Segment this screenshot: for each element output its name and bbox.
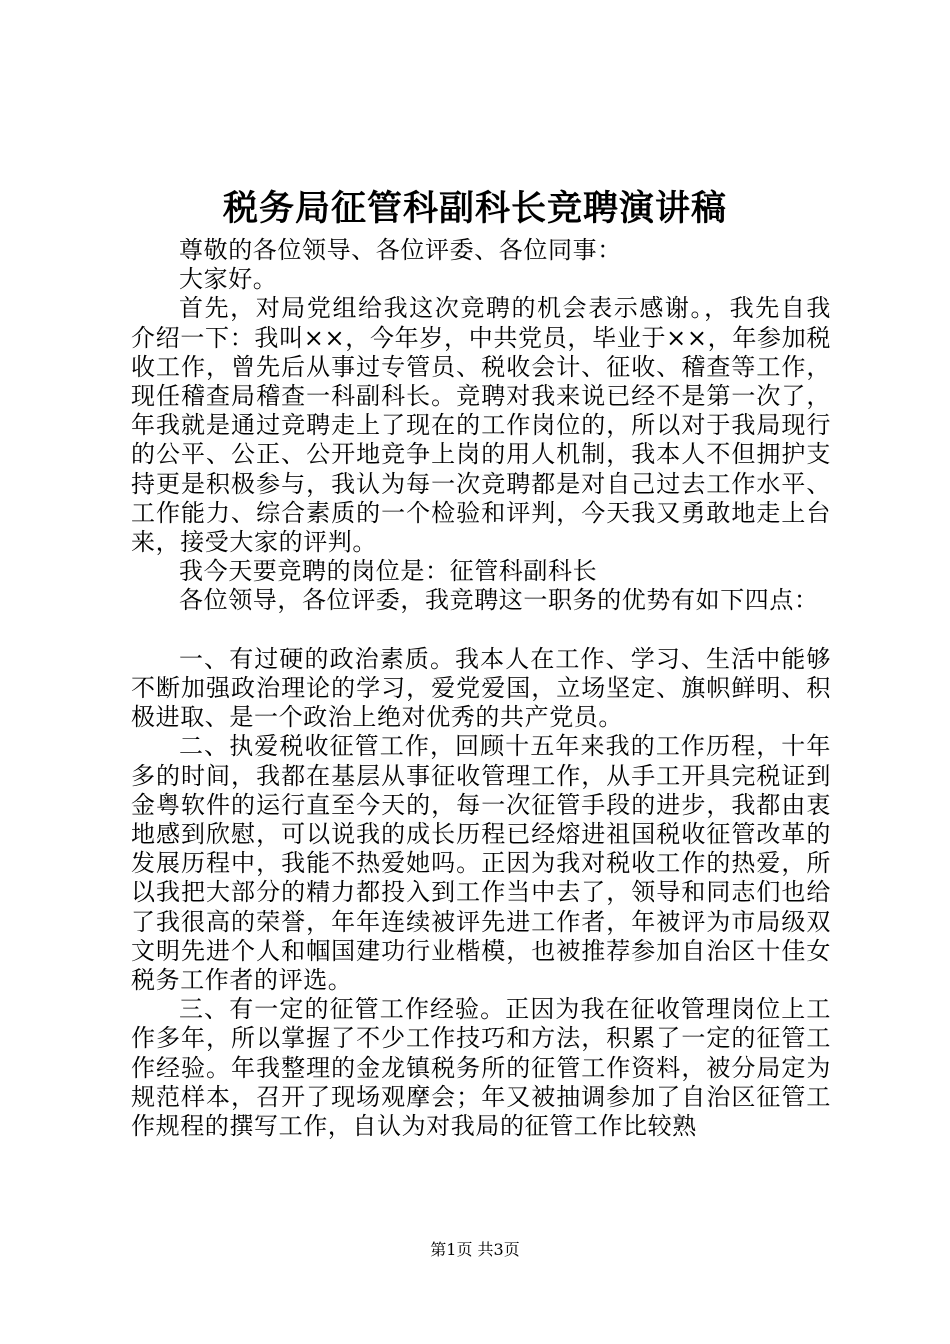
document-body	[131, 236, 831, 1141]
position-paragraph: 我今天要竞聘的岗位是：征管科副科长	[179, 557, 598, 586]
salutation-paragraph: 尊敬的各位领导、各位评委、各位同事：	[179, 236, 622, 264]
advantage-three-paragraph: 三、有一定的征管工作经验。正因为我在征收管理岗位上工作多年，所以掌握了不少工作技巧和方法，积累了一定的征管工作经验。年我整理的金龙镇税务所的征管工作资料，被分局定为规范样本，召开了现场观摩会；年又被抽调参加了自治区征管工作规程的撰写工作，自认为对我局的征管工作比较熟	[131, 995, 831, 1141]
advantage-two-paragraph: 二、执爱税收征管工作，回顾十五年来我的工作历程，十年多的时间，我都在基层从事征收管理工作，从手工开具完税证到金粤软件的运行直至今天的，每一次征管手段的进步，我都由衷地感到欣慰，可以说我的成长历程已经熔进祖国税收征管改革的发展历程中，我能不热爱她吗。正因为我对税收工作的热爱，所以我把大部分的精力都投入到工作当中去了，领导和同志们也给了我很高的荣誉，年年连续被评先进工作者，年被评为市局级双文明先进个人和帼国建功行业楷模，也被推荐参加自治区十佳女税务工作者的评选。	[131, 732, 831, 995]
advantages-intro-paragraph: 各位领导，各位评委，我竞聘这一职务的优势有如下四点：	[179, 586, 819, 615]
page-number: 第1页 共3页	[430, 1240, 520, 1259]
introduction-paragraph: 首先，对局党组给我这次竞聘的机会表示感谢。，我先自我介绍一下：我叫××，今年岁，中共党员，毕业于××，年参加税收工作，曾先后从事过专管员、税收会计、征收、稽查等工作，现任稽查局稽查一科副科长。竞聘对我来说已经不是第一次了，年我就是通过竞聘走上了现在的工作岗位的，所以对于我局现行的公平、公正、公开地竞争上岗的用人机制，我本人不但拥护支持更是积极参与，我认为每一次竞聘都是对自己过去工作水平、工作能力、综合素质的一个检验和评判，今天我又勇敢地走上台来，接受大家的评判。	[131, 294, 831, 557]
greeting-paragraph: 大家好。	[179, 265, 278, 294]
document-title: 税务局征管科副科长竞聘演讲稿	[222, 188, 727, 229]
advantage-one-paragraph: 一、有过硬的政治素质。我本人在工作、学习、生活中能够不断加强政治理论的学习，爱党爱国，立场坚定、旗帜鲜明、积极进取、是一个政治上绝对优秀的共产党员。	[131, 644, 831, 732]
